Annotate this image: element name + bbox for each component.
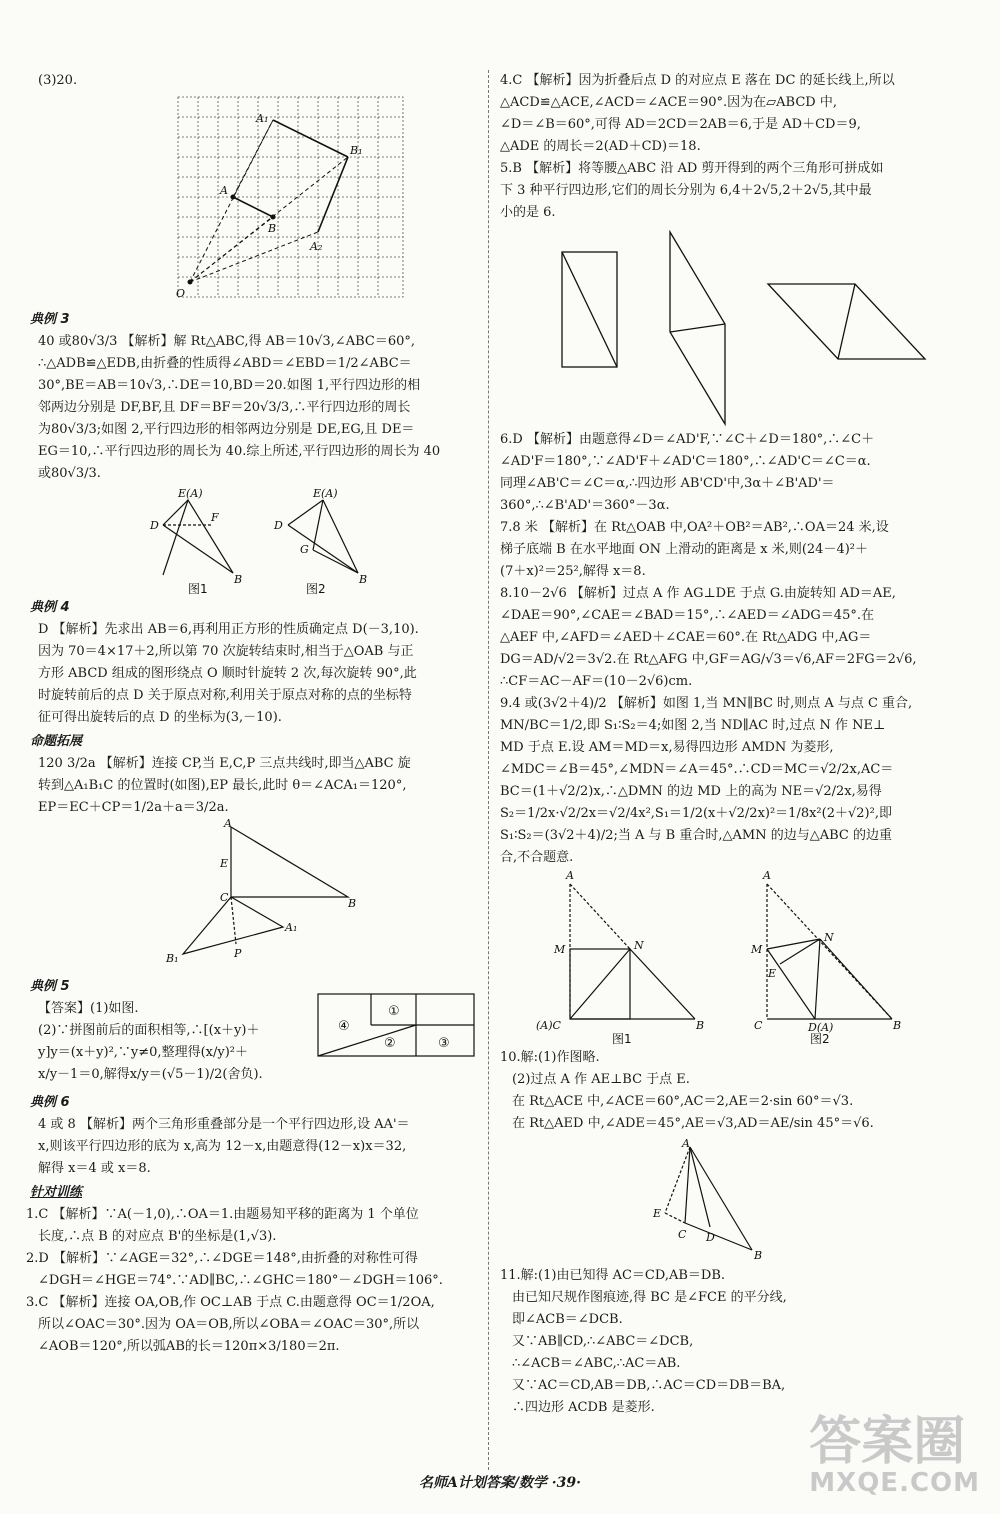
e5-line-4: x/y－1＝0,解得x/y＝(√5－1)/2(舍负). — [38, 1067, 263, 1082]
e4-line-4: 时旋转前后的点 D 关于原点对称,利用关于原点对称的点的坐标特 — [38, 688, 412, 703]
f1-caption: 图1 — [612, 1032, 632, 1046]
r5-line-2: 下 3 种平行四边形,它们的周长分别为 6,4＋2√5,2＋2√5,其中最 — [500, 183, 872, 198]
ex-line-1: 120 3/2a 【解析】连接 CP,当 E,C,P 三点共线时,即当△ABC 旋 — [38, 756, 411, 771]
fig2-label-g: G — [300, 543, 309, 556]
f2-label-e: E — [768, 967, 777, 980]
t2-line-2: ∠DGH＝∠HGE＝74°.∵AD∥BC,∴∠GHC＝180°－∠DGH＝106°. — [38, 1273, 443, 1288]
left-column — [26, 70, 480, 1358]
r4-line-1: 4.C 【解析】因为折叠后点 D 的对应点 E 落在 DC 的延长线上,所以 — [500, 73, 895, 88]
f1-label-ac: (A)C — [536, 1019, 561, 1032]
r9-line-4: ∠MDC＝∠B＝45°,∠MDN＝∠A＝45°.∴CD＝MC＝√2/2x,AC＝ — [500, 762, 894, 777]
t2-line-1: 2.D 【解析】∵∠AGE＝32°,∴∠DGE＝148°,由折叠的对称性可得 — [26, 1251, 418, 1266]
r5-line-3: 小的是 6. — [500, 205, 556, 220]
f2-label-da: D(A) — [808, 1021, 834, 1034]
r9-line-8: 合,不合题意. — [500, 850, 574, 865]
fig2-label-b: B — [359, 573, 368, 586]
r10-line-3: 在 Rt△ACE 中,∠ACE＝60°,AC＝2,AE＝2·sin 60°＝√3. — [512, 1094, 854, 1109]
fig2-label-ea: E(A) — [313, 487, 338, 500]
r9-line-5: BC＝(1＋√2/2)x,∴△DMN 的边 MD 上的高为 NE＝√2/2x,易得 — [500, 784, 882, 799]
ex-line-3: EP＝EC＋CP＝1/2a＋a＝3/2a. — [38, 800, 229, 815]
label-c: C — [678, 1228, 687, 1241]
e6-line-1: 4 或 8 【解析】两个三角形重叠部分是一个平行四边形,设 AA'＝ — [38, 1117, 410, 1132]
r6-line-4: 360°,∴∠B'AD'＝360°－3α. — [500, 498, 670, 513]
r8-line-2: ∠DAE＝90°,∠CAE＝∠BAD＝15°,∴∠AED＝∠ADG＝45°.在 — [500, 608, 874, 623]
rotated-triangle-figure — [38, 819, 480, 974]
fig1-label-ea: E(A) — [178, 487, 203, 500]
section-extension: 命题拓展 — [30, 734, 83, 749]
watermark-sub: MXQE.COM — [809, 1468, 980, 1498]
label-b: B — [268, 222, 277, 235]
f2-label-n: N — [824, 931, 834, 944]
r4-line-4: △ADE 的周长＝2(AD＋CD)＝18. — [500, 139, 701, 154]
piece-2-label: ② — [384, 1036, 396, 1051]
r11-line-1: 11.解:(1)由已知得 AC＝CD,AB＝DB. — [500, 1268, 726, 1283]
f1-label-m: M — [554, 943, 566, 956]
e5-line-2: (2)∵拼图前后的面积相等,∴[(x＋y)＋ — [38, 1023, 260, 1038]
t1-line-2: 长度,∴点 B 的对应点 B'的坐标是(1,√3). — [38, 1229, 277, 1244]
r9-line-3: MD 于点 E.设 AM＝MD＝x,易得四边形 AMDN 为菱形, — [500, 740, 834, 755]
piece-1-label: ① — [388, 1004, 400, 1019]
e4-line-2: 因为 70＝4×17＋2,所以第 70 次旋转结束时,相当于△OAB 与正 — [38, 644, 414, 659]
r8-line-3: △AEF 中,∠AFD＝∠AED＋∠CAE＝60°.在 Rt△ADG 中,AG＝ — [500, 630, 872, 645]
label-b1: B₁ — [166, 952, 179, 965]
r4-line-2: △ACD≌△ACE,∠ACD＝∠ACE＝90°.因为在▱ABCD 中, — [500, 95, 837, 110]
r8-line-4: DG＝AD/√2＝3√2.在 Rt△AFG 中,GF＝AG/√3＝√6,AF＝2FG＝2√6, — [500, 652, 917, 667]
r7-line-1: 7.8 米 【解析】在 Rt△OAB 中,OA²＋OB²＝AB²,∴OA＝24 米,设 — [500, 520, 889, 535]
right-column — [500, 70, 950, 1419]
altitude-triangle-figure — [500, 1135, 950, 1265]
ex-line-2: 转到△A₁B₁C 的位置时(如图),EP 最长,此时 θ＝∠ACA₁＝120°, — [38, 778, 407, 793]
e3-line-2: ∴△ADB≌△EDB,由折叠的性质得∠ABD＝∠EBD＝1/2∠ABC＝ — [38, 356, 412, 371]
label-a2: A₂ — [310, 240, 323, 253]
e6-line-2: x,则该平行四边形的底为 x,高为 12－x,由题意得(12－x)x＝32, — [38, 1139, 407, 1154]
fold-triangle-figures — [38, 485, 480, 595]
label-e: E — [653, 1207, 662, 1220]
label-a: A — [682, 1137, 690, 1150]
column-divider — [488, 70, 489, 1470]
piece-3-label: ③ — [438, 1036, 450, 1051]
e4-line-3: 方形 ABCD 组成的图形绕点 O 顺时针旋转 2 次,每次旋转 90°,此 — [38, 666, 417, 681]
label-o: O — [176, 287, 186, 300]
page-footer: 名师A计划答案/数学 ·39· — [418, 1475, 582, 1491]
section-targeted-training: 针对训练 — [30, 1185, 83, 1200]
e3-line-5: 为80√3/3;如图 2,平行四边形的相邻两边分别是 DE,EG,且 DE＝ — [38, 422, 415, 437]
f2-label-m: M — [751, 943, 763, 956]
f2-label-c: C — [754, 1019, 763, 1032]
section-example-5: 典例 5 — [30, 979, 70, 994]
f2-label-a: A — [763, 869, 771, 882]
t1-line-1: 1.C 【解析】∵A(－1,0),∴OA＝1.由题易知平移的距离为 1 个单位 — [26, 1207, 419, 1222]
fig1-caption: 图1 — [188, 582, 208, 595]
t3-line-1: 3.C 【解析】连接 OA,OB,作 OC⊥AB 于点 C.由题意得 OC＝1/2OA, — [26, 1295, 435, 1310]
label-a1: A₁ — [256, 112, 269, 125]
r11-line-4: 又∵AB∥CD,∴∠ABC＝∠DCB, — [512, 1334, 694, 1349]
f1-label-n: N — [634, 939, 644, 952]
r11-line-6: 又∵AC＝CD,AB＝DB,∴AC＝CD＝DB＝BA, — [512, 1378, 786, 1393]
e4-line-5: 征可得出旋转后的点 D 的坐标为(3,－10). — [38, 710, 282, 725]
r7-line-3: (7＋x)²＝25²,解得 x＝8. — [500, 564, 646, 579]
e3-line-4: 邻两边分别是 DF,BF,且 DF＝BF＝20√3/3,∴平行四边形的周长 — [38, 400, 411, 415]
f1-label-a: A — [566, 869, 574, 882]
section-example-4: 典例 4 — [30, 600, 70, 615]
grid-rotation-figure — [168, 92, 468, 307]
r9-line-6: S₂＝1/2x·√2/2x＝√2/4x²,S₁＝1/2(x＋√2/2x)²＝1/8x²(2＋√2)²,即 — [500, 806, 892, 821]
watermark-logo — [809, 1412, 980, 1498]
label-p: P — [234, 947, 242, 960]
section-example-3: 典例 3 — [30, 312, 70, 327]
watermark-main: 答案圈 — [809, 1412, 966, 1472]
f1-label-b: B — [696, 1019, 705, 1032]
label-c: C — [220, 891, 229, 904]
puzzle-rectangle-figure — [316, 992, 476, 1058]
e3-line-6: EG＝10,∴平行四边形的周长为 40.综上所述,平行四边形的周长为 40 — [38, 444, 441, 459]
r11-line-3: 即∠ACB＝∠DCB. — [512, 1312, 623, 1327]
e5-line-3: y]y＝(x＋y)²,∵y≠0,整理得(x/y)²＋ — [38, 1045, 248, 1060]
fig2-label-d: D — [274, 519, 283, 532]
r6-line-2: ∠AD'F＝180°,∵∠AD'F＋∠AD'C＝180°,∴∠AD'C＝∠C＝α. — [500, 454, 871, 469]
parallelogram-figures — [500, 224, 950, 429]
r10-line-2: (2)过点 A 作 AE⊥BC 于点 E. — [512, 1072, 690, 1087]
r9-line-7: S₁∶S₂＝(3√2＋4)/2;当 A 与 B 重合时,△AMN 的边与△ABC 的边重 — [500, 828, 892, 843]
t3-line-2: 所以∠OAC＝30°.因为 OA＝OB,所以∠OBA＝∠OAC＝30°,所以 — [38, 1317, 420, 1332]
r11-line-2: 由已知尺规作图痕迹,得 BC 是∠FCE 的平分线, — [512, 1290, 787, 1305]
r11-line-7: ∴四边形 ACDB 是菱形. — [512, 1400, 655, 1415]
e4-line-1: D 【解析】先求出 AB＝6,再利用正方形的性质确定点 D(－3,10). — [38, 622, 419, 637]
label-a1: A₁ — [285, 921, 298, 934]
label-b: B — [754, 1249, 763, 1262]
f2-label-b: B — [893, 1019, 902, 1032]
r6-line-3: 同理∠AB'C＝∠C＝α,∴四边形 AB'CD'中,3α＋∠B'AD'＝ — [500, 476, 835, 491]
r10-line-1: 10.解:(1)作图略. — [500, 1050, 600, 1065]
t3-line-3: ∠AOB＝120°,所以弧AB的长＝120π×3/180＝2π. — [38, 1339, 340, 1354]
r8-line-5: ∴CF＝AC－AF＝(10－2√6)cm. — [500, 674, 693, 689]
e3-line-1: 40 或80√3/3 【解析】解 Rt△ABC,得 AB＝10√3,∠ABC＝60°, — [38, 334, 415, 349]
label-a: A — [220, 184, 228, 197]
r7-line-2: 梯子底端 B 在水平地面 ON 上滑动的距离是 x 米,则(24－4)²＋ — [500, 542, 869, 557]
fig1-label-f: F — [211, 511, 219, 524]
e3-line-7: 或80√3/3. — [38, 466, 101, 481]
item-3-20: (3)20. — [38, 73, 78, 88]
r4-line-3: ∠D＝∠B＝60°,可得 AD＝2CD＝2AB＝6,于是 AD＋CD＝9, — [500, 117, 861, 132]
label-e: E — [220, 857, 229, 870]
e3-line-3: 30°,BE＝AB＝10√3,∴DE＝10,BD＝20.如图 1,平行四边形的相 — [38, 378, 421, 393]
r9-line-1: 9.4 或(3√2＋4)/2 【解析】如图 1,当 MN∥BC 时,则点 A 与点 C 重合, — [500, 696, 913, 711]
r10-line-4: 在 Rt△AED 中,∠ADE＝45°,AE＝√3,AD＝AE/sin 45°＝√6. — [512, 1116, 874, 1131]
fig1-label-d: D — [150, 519, 159, 532]
rhombus-fold-figures — [500, 869, 950, 1047]
r6-line-1: 6.D 【解析】由题意得∠D＝∠AD'F,∵∠C＋∠D＝180°,∴∠C＋ — [500, 432, 875, 447]
piece-4-label: ④ — [338, 1019, 350, 1034]
f2-caption: 图2 — [810, 1032, 830, 1046]
r9-line-2: MN/BC＝1/2,即 S₁∶S₂＝4;如图 2,当 ND∥AC 时,过点 N 作 NE⊥ — [500, 718, 886, 733]
label-b1: B₁ — [350, 144, 363, 157]
e5-line-1: 【答案】(1)如图. — [38, 1001, 139, 1016]
r5-line-1: 5.B 【解析】将等腰△ABC 沿 AD 剪开得到的两个三角形可拼成如 — [500, 161, 884, 176]
r11-line-5: ∴∠ACB＝∠ABC,∴AC＝AB. — [512, 1356, 681, 1371]
example-5-block — [38, 998, 480, 1090]
label-d: D — [706, 1231, 715, 1244]
r8-line-1: 8.10－2√6 【解析】过点 A 作 AG⊥DE 于点 G.由旋转知 AD＝AE, — [500, 586, 896, 601]
e6-line-3: 解得 x＝4 或 x＝8. — [38, 1161, 151, 1176]
fig2-caption: 图2 — [306, 582, 326, 595]
fig1-label-b: B — [234, 573, 243, 586]
label-a: A — [224, 819, 232, 830]
label-b: B — [348, 897, 357, 910]
section-example-6: 典例 6 — [30, 1095, 70, 1110]
